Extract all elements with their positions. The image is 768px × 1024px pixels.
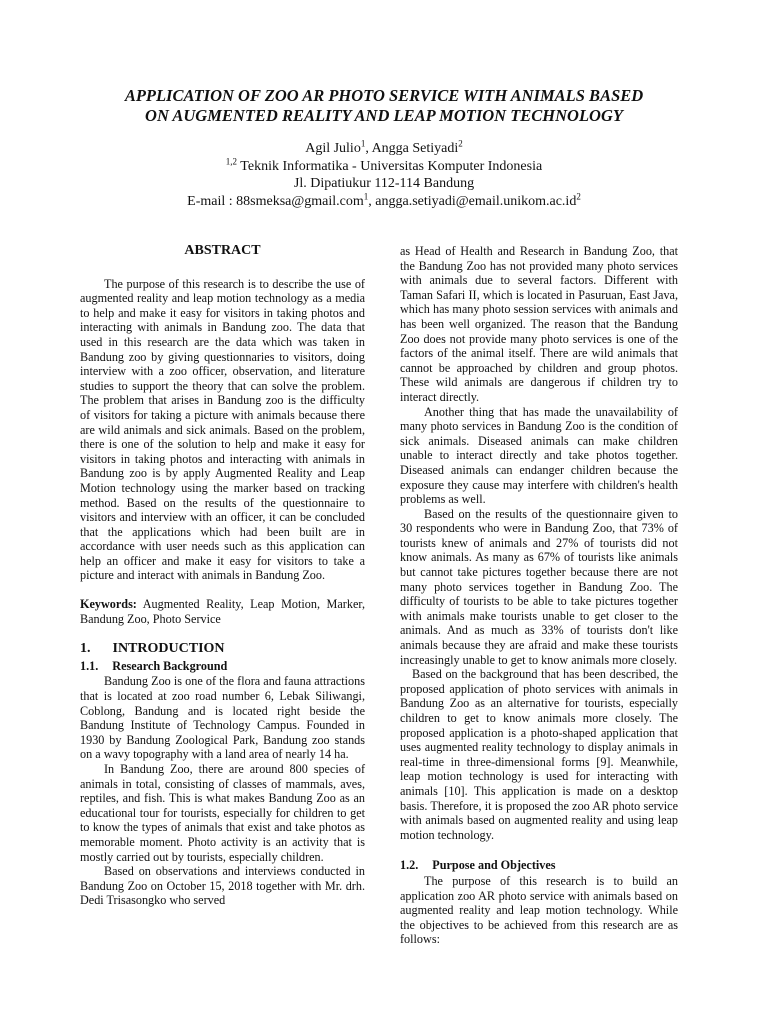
- subsection-heading-purpose: [400, 858, 678, 873]
- section-heading-introduction: [80, 642, 365, 657]
- section-number: 1.: [80, 641, 91, 657]
- title-line-1: APPLICATION OF ZOO AR PHOTO SERVICE WITH ANIMALS BASED: [124, 86, 644, 105]
- email-1-sup: 1: [363, 190, 369, 201]
- title-line-2: ON AUGMENTED REALITY AND LEAP MOTION TECHNOLOGY: [145, 106, 623, 125]
- intro-paragraph-1: Bandung Zoo is one of the flora and fauna attractions that is located at zoo road number 6, Lebak Siliwangi, Coblong, Bandung and is located right beside the Bandung Institute of Technology Campus. Founded in 1930 by Bandung Zoological Park, Bandung zoo stands on a wavy topography with a land area of nearly 14 ha.: [80, 674, 365, 762]
- subsection-number: 1.2.: [400, 858, 419, 873]
- email-2: , angga.setiyadi@email.unikom.ac.id: [368, 193, 577, 209]
- subsection-title: Research Background: [112, 658, 228, 673]
- author-1: Agil Julio: [305, 141, 361, 156]
- subsection-heading-background: [80, 659, 365, 674]
- affiliation: [60, 155, 708, 176]
- author-block: [60, 140, 708, 210]
- intro-paragraph-3: Based on observations and interviews conducted in Bandung Zoo on October 15, 2018 together with Mr. drh. Dedi Trisasongko who served: [80, 864, 365, 908]
- author-1-sup: 1: [360, 138, 366, 149]
- author-separator: ,: [365, 141, 372, 156]
- intro-paragraph-6: Based on the background that has been described, the proposed application of photo services with animals in Bandung Zoo as an alternative for tourists, especially children to get to know animals more closely. The proposed application is a photo-shaped application that uses augmented reality technology to display animals in real-time in three-dimensional forms [9]. Meanwhile, leap motion technology is used for interacting with animals [10]. This application is made on a desktop basis. Therefore, it is proposed the zoo AR photo service with animals based on augmented reality and using leap motion technology.: [400, 667, 678, 842]
- author-2-sup: 2: [458, 138, 463, 149]
- intro-paragraph-2: In Bandung Zoo, there are around 800 species of animals in total, consisting of classes of mammals, aves, reptiles, and fish. This is what makes Bandung Zoo as an educational tour for tourists, especially for children to get to know the types of animals that exist and take photos as memorable moment. Photo activity is an activity that is mostly carried out by tourists, especially children.: [80, 762, 365, 864]
- email-2-sup: 2: [576, 190, 581, 201]
- keywords-label: Keywords:: [80, 597, 137, 612]
- abstract-heading: ABSTRACT: [184, 243, 261, 258]
- abstract-text: The purpose of this research is to describe the use of augmented reality and leap motion technology as a media to help and make it easy for visitors in taking photos and interacting with animals in Bandung zoo. The data that used in this research are the data which was taken in Bandung zoo by giving questionnaries to visitors, doing interview with a zoo officer, observation, and literature studies to support the theory that can solve the problem. The problem that arises in Bandung zoo is the difficulty of visitors for taking a picture with animals because there are wild animals and sick animals. Based on the problem, there is one of the solution to help and make it easy for visitors in taking photos and interacting with animals in Bandung zoo is by apply Augmented Reality and Leap Motion technology using the marker based on tracking method. Based on the results of the questionnaire to visitors and interview with an officer, it can be concluded that the applications which had been built are in accordance with user needs such as this application can help an officer and make it easy for visitors to take a picture and interact with animals in Bandung Zoo.: [80, 276, 365, 583]
- intro-paragraph-4: Another thing that has made the unavailability of many photo services in Bandung Zoo is the condition of sick animals. Diseased animals can make children unable to interact directly and take photos together. Diseased animals can endanger children because the exposure they cause may interfere with children's health problems as well.: [400, 404, 678, 507]
- section-title: INTRODUCTION: [112, 641, 225, 657]
- paper-title: [60, 86, 708, 126]
- affiliation-text: Teknik Informatika - Universitas Komputer Indonesia: [237, 158, 543, 174]
- address: Jl. Dipatiukur 112-114 Bandung: [293, 176, 475, 191]
- keywords: [80, 597, 365, 626]
- keywords-text: Augmented Reality, Leap Motion, Marker, Bandung Zoo, Photo Service: [80, 597, 365, 626]
- left-column: [80, 240, 365, 908]
- subsection-number: 1.1.: [80, 658, 99, 673]
- intro-paragraph-3-continued: as Head of Health and Research in Bandung Zoo, that the Bandung Zoo has not provided many photo services with animals due to several factors. Different with Taman Safari II, which is located in Pasuruan, East Java, which has many photo session services with animals and has been well organized. The reason that the Bandung Zoo does not provide many photo services is one of the factors of the animal itself. There are wild animals that cannot be approached by children and group photos. These wild animals are dangerous if children try to interact directly.: [400, 244, 678, 404]
- email-1: E-mail : 88smeksa@gmail.com: [187, 193, 364, 209]
- affiliation-sup: 1,2: [225, 155, 238, 166]
- right-column: [400, 244, 678, 947]
- email-line: [60, 190, 708, 211]
- purpose-paragraph: The purpose of this research is to build an application zoo AR photo service with animals based on augmented reality and leap motion technology. While the objectives to be achieved from this research are as follows:: [400, 873, 678, 947]
- author-2: Angga Setiyadi: [371, 141, 459, 156]
- intro-paragraph-5: Based on the results of the questionnaire given to 30 respondents who were in Bandung Zoo, that 73% of tourists knew of animals and 27% of tourists did not know animals. As many as 67% of tourists like animals but cannot take pictures together because there are not many photo services together in Bandung Zoo. The difficulty of tourists to be able to take pictures together with animals make tourists unable to get closer to the animals. And as much as 33% of tourists don't like animals because they are afraid and make these tourists increasingly unable to get to know animals more closely.: [400, 506, 678, 667]
- subsection-title: Purpose and Objectives: [432, 858, 556, 873]
- author-names: [60, 140, 708, 158]
